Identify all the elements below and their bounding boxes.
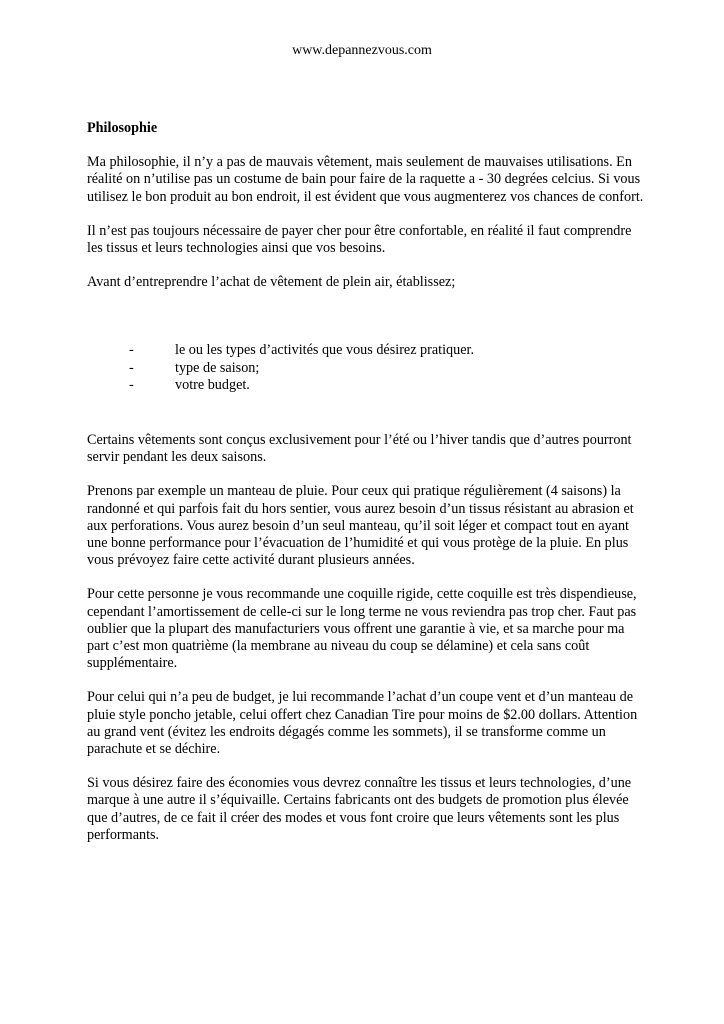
header-url: www.depannezvous.com — [292, 43, 432, 58]
spacer — [87, 394, 647, 432]
list-bullet: - — [129, 376, 134, 393]
list-item — [87, 342, 647, 359]
list-item — [87, 377, 647, 394]
document-title: Philosophie — [87, 120, 158, 136]
list-bullet: - — [129, 359, 134, 376]
paragraph-philosophy: Ma philosophie, il n’y a pas de mauvais vêtement, mais seulement de mauvaises utilisations. En réalité on n’utilise pas un costume de bain pour faire de la raquette a - 30 degrées celcius. Si vous utilisez le bon produit au bon endroit, il est évident que vous augmenterez vos chances de confort. — [87, 154, 644, 205]
paragraph-before-purchase: Avant d’entreprendre l’achat de vêtement de plein air, établissez; — [87, 274, 456, 291]
paragraph-low-budget: Pour celui qui n’a peu de budget, je lui recommande l’achat d’un coupe vent et d’un manteau de pluie style poncho jetable, celui offert chez Canadian Tire pour moins de $2.00 dollars. Attention au grand vent (évitez les endroits dégagés comme les sommets), il se transforme comme un parachute et se déchire. — [87, 689, 638, 758]
criteria-list — [87, 342, 647, 394]
paragraph-savings: Si vous désirez faire des économies vous devrez connaître les tissus et leurs technologies, d’une marque à une autre il s’équivaille. Certains fabricants ont des budgets de promotion plus élevée que d’autres, de ce fait il créer des modes et vous font croire que leurs vêtements sont les plus performants. — [87, 775, 632, 843]
paragraph-rain-coat: Prenons par exemple un manteau de pluie. Pour ceux qui pratique régulièrement (4 saisons) la randonné et qui parfois fait du hors sentier, vous aurez besoin d’un tissus résistant au abrasion et aux perforations. Vous aurez besoin d’un seul manteau, qu’il soit léger et compact tout en ayant une bonne performance pour l’évacuation de l’humidité et qui vous protège de la pluie. En plus vous prévoyez faire cette activité durant plusieurs années. — [87, 483, 634, 569]
list-item-text: votre budget. — [175, 376, 250, 393]
list-item-text: le ou les types d’activités que vous désirez pratiquer. — [175, 342, 475, 359]
paragraph-hard-shell: Pour cette personne je vous recommande une coquille rigide, cette coquille est très dispendieuse, cependant l’amortissement de celle-ci sur le long terme ne vous reviendra pas trop cher. Faut pas oublier que la plupart des manufacturiers vous offrent une garantie à vie, et sa marche pour ma part c’est mon quatrième (la membrane au niveau du coup se délamine) et cela sans coût supplémentaire. — [87, 586, 637, 672]
list-item — [87, 360, 647, 377]
spacer — [87, 308, 647, 342]
paragraph-seasons: Certains vêtements sont conçus exclusivement pour l’été ou l’hiver tandis que d’autres pourront servir pendant les deux saisons. — [87, 432, 632, 466]
list-item-text: type de saison; — [175, 359, 260, 376]
paragraph-cost: Il n’est pas toujours nécessaire de payer cher pour être confortable, en réalité il faut comprendre les tissus et leurs technologies ainsi que vos besoins. — [87, 222, 632, 257]
list-bullet: - — [129, 342, 134, 359]
document-body — [87, 120, 647, 861]
